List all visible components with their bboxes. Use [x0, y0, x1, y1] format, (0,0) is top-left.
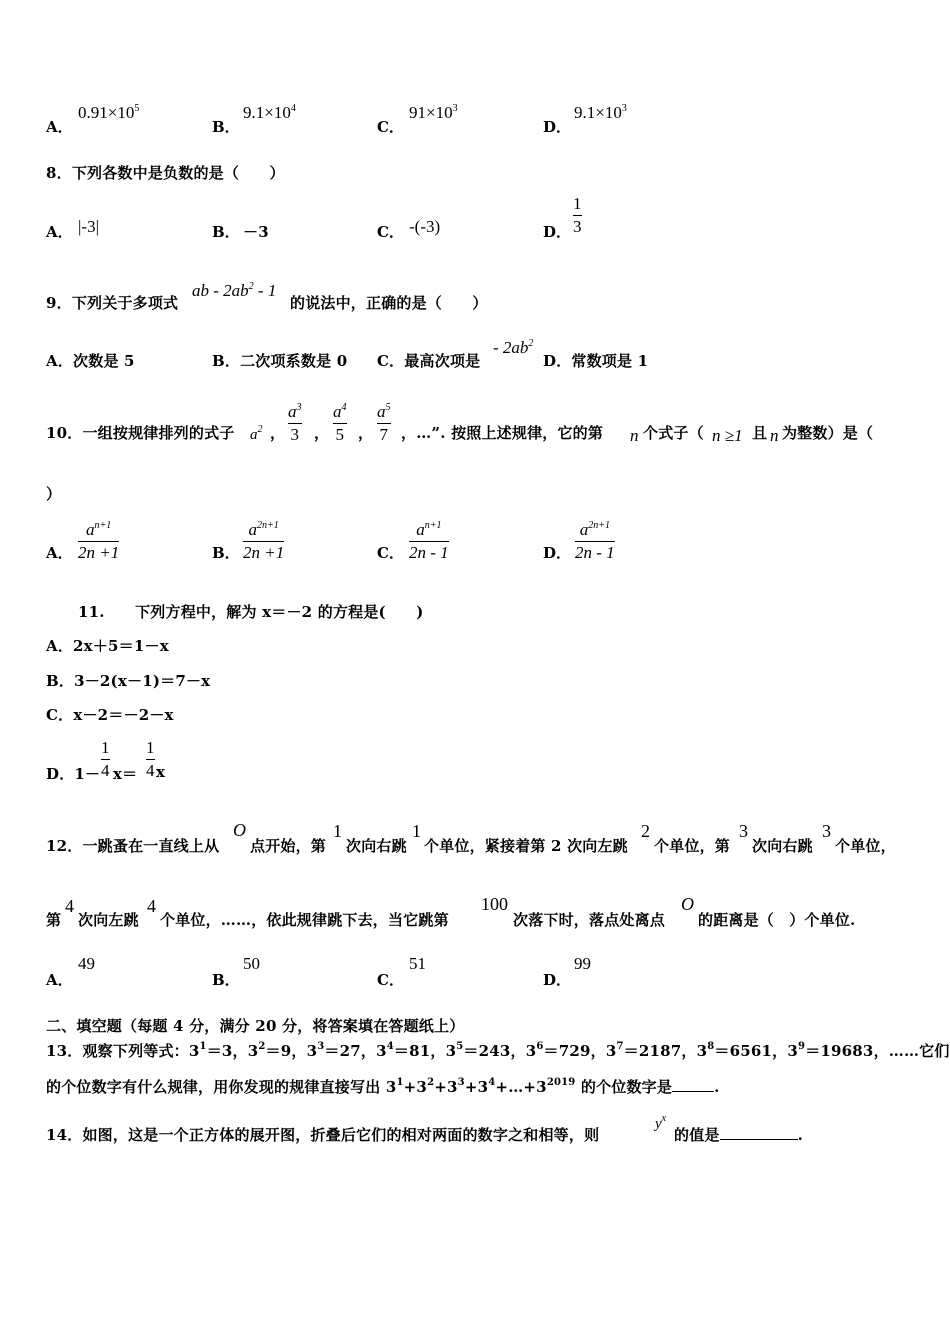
q10-n-2: n: [770, 426, 779, 445]
q10-comma-3: ，: [358, 424, 374, 442]
q12-line1-g: 个单位，: [835, 837, 896, 855]
q9-option-b[interactable]: B．二次项系数是 0: [212, 352, 348, 370]
q12-num-4: 4: [65, 896, 74, 916]
q12-option-d-label[interactable]: D．: [543, 971, 572, 989]
q10-fraction-3: $a^5$ 7: [377, 402, 391, 444]
q8-option-c-label[interactable]: C．: [377, 223, 404, 241]
q10-option-b-label[interactable]: B．: [212, 544, 240, 562]
q13-sum-term: $3^4+\dots+$: [477, 1077, 537, 1096]
q13-line-2: 的个位数字有什么规律，用你发现的规律直接写出 $3^1+3^2+3^3+3^4+\dots+3^{2019}$ 的个位数字是 .: [46, 1077, 720, 1096]
q13-equality: $3^6=729$，: [525, 1041, 606, 1060]
q10-option-b-fraction: $a^{2n+1}$ 2n +1: [243, 520, 285, 562]
q12-line1-c: 次向右跳: [346, 837, 407, 855]
q13-sum-expression: [386, 1078, 576, 1096]
q14-expression: $y^x$: [655, 1113, 667, 1132]
q12-line1-a: 12．一跳蚤在一直线上从: [46, 837, 220, 855]
q7-option-d-label[interactable]: D．: [543, 118, 572, 136]
section-2-title: 二、填空题（每题 4 分，满分 20 分，将答案填在答题纸上）: [46, 1017, 465, 1035]
q10-option-c-label[interactable]: C．: [377, 544, 404, 562]
q11-option-a[interactable]: A．2x＋5＝1－x: [46, 637, 169, 655]
q13-equality: $3^7=2187$，: [605, 1041, 697, 1060]
q10-option-a-label[interactable]: A．: [46, 544, 73, 562]
q11-option-d-mid: x＝: [113, 765, 138, 783]
q13-equality: $3^4=81$，: [376, 1041, 446, 1060]
q12-num-3: 3: [739, 821, 748, 841]
q13-equality: $3^8=6561$，: [696, 1041, 788, 1060]
q11-option-d-fraction-1: 1 4: [101, 738, 110, 780]
q7-option-a-label[interactable]: A．: [46, 118, 73, 136]
q8-option-d-label[interactable]: D．: [543, 223, 572, 241]
q10-comma-1: ，: [270, 424, 286, 442]
q12-num-4b: 4: [147, 896, 156, 916]
q8-option-c-value: -(-3): [409, 217, 441, 236]
q12-point-o-2: O: [681, 894, 694, 914]
q10-fraction-2: $a^4$ 5: [333, 402, 347, 444]
q13-sum-term: $3^2+$: [416, 1077, 448, 1096]
q12-line2-c: 个单位，……，依此规律跳下去，当它跳第: [160, 911, 449, 929]
q13-equality: $3^9=19683$，: [787, 1041, 889, 1060]
q12-line2-e: 的距离是（ ）个单位.: [698, 911, 856, 929]
q10-option-a-fraction: $a^{n+1}$ 2n +1: [78, 520, 120, 562]
q13-sum-term: $3^{2019}$: [536, 1077, 576, 1096]
q8-option-a-value: |-3|: [78, 217, 99, 236]
q9-option-a[interactable]: A．次数是 5: [46, 352, 135, 370]
q12-num-3b: 3: [822, 821, 831, 841]
q10-fraction-1: $a^3$ 3: [288, 402, 302, 444]
q9-option-c-expression: - $2ab^2$: [493, 338, 534, 357]
q9-stem-post: 的说法中，正确的是（ ）: [290, 294, 488, 312]
q12-option-a-label[interactable]: A．: [46, 971, 73, 989]
q12-line2-a: 第: [46, 911, 62, 929]
q11-option-d-fraction-2: 1 4: [146, 738, 155, 780]
q10-condition: n ≥1: [712, 426, 743, 445]
q13-sum-term: $3^3+$: [447, 1077, 478, 1096]
q14-answer-blank[interactable]: [720, 1125, 798, 1140]
q10-option-d-label[interactable]: D．: [543, 544, 572, 562]
q10-n-1: n: [630, 426, 639, 445]
q12-line1-e: 个单位，第: [654, 837, 731, 855]
q9-stem-pre: 9．下列关于多项式: [46, 294, 179, 312]
q10-comma-2: ，: [314, 424, 330, 442]
q12-line2-b: 次向左跳: [78, 911, 139, 929]
q12-line1-f: 次向右跳: [752, 837, 813, 855]
q13-equality: $3^5=243$，: [445, 1041, 526, 1060]
q7-option-d-value: $9.1\times 10^3$: [574, 103, 627, 122]
q12-line2-d: 次落下时，落点处离点: [513, 911, 666, 929]
q11-option-d-pre[interactable]: D．1－: [46, 765, 101, 783]
q7-option-b-label[interactable]: B．: [212, 118, 240, 136]
q10-and: 且: [752, 424, 768, 442]
q12-num-1b: 1: [412, 821, 421, 841]
q7-option-b-value: $9.1\times 10^4$: [243, 103, 296, 122]
q10-stem-tail: 为整数）是（: [782, 424, 874, 442]
q12-num-1: 1: [333, 821, 342, 841]
q11-stem: 11. 下列方程中，解为 x＝－2 的方程是( ): [78, 603, 424, 621]
q8-option-b-value: －3: [243, 223, 269, 241]
q13-equality: $3^3=27$，: [306, 1041, 377, 1060]
q12-option-b-value: 50: [243, 954, 260, 973]
q11-option-c[interactable]: C．x－2＝－2－x: [46, 706, 174, 724]
q10-stem-mid: ，…”. 按照上述规律，它的第: [401, 424, 604, 442]
q8-stem: 8．下列各数中是负数的是（ ）: [46, 164, 285, 182]
q12-option-d-value: 99: [574, 954, 591, 973]
q13-equality: $3^1=3$，: [188, 1041, 248, 1060]
q12-num-100: 100: [481, 894, 508, 914]
q14-stem-pre: 14．如图，这是一个正方体的展开图，折叠后它们的相对两面的数字之和相等，则: [46, 1126, 600, 1144]
q12-point-o-1: O: [233, 820, 246, 840]
q12-option-a-value: 49: [78, 954, 95, 973]
q14-stem-post: 的值是 .: [674, 1126, 804, 1144]
q13-line-1: 13．观察下列等式：$3^1=3$，$3^2=9$，$3^3=27$，$3^4=81$，$3^5=243$，$3^6=729$，$3^7=2187$，$3^8=6561$，$3^9=19683$，……它们: [46, 1041, 950, 1060]
q10-stem-mid-2: 个式子（: [643, 424, 704, 442]
q12-line1-d: 个单位，紧接着第 2 次向左跳: [424, 837, 628, 855]
q9-expression: ab - $2ab^2 - 1$: [192, 281, 277, 300]
q13-equality: $3^2=9$，: [247, 1041, 307, 1060]
q10-option-d-fraction: $a^{2n+1}$ 2n - 1: [575, 520, 615, 562]
q12-num-2: 2: [641, 821, 650, 841]
q10-option-c-fraction: $a^{n+1}$ 2n - 1: [409, 520, 449, 562]
q8-option-d-fraction: 1 3: [573, 194, 582, 236]
q8-option-b-label[interactable]: B．: [212, 223, 240, 241]
q12-option-c-label[interactable]: C．: [377, 971, 404, 989]
q7-option-c-value: $91\times 10^3$: [409, 103, 458, 122]
q12-option-b-label[interactable]: B．: [212, 971, 240, 989]
q10-stem-pre: 10．一组按规律排列的式子: [46, 424, 235, 442]
q8-option-a-label[interactable]: A．: [46, 223, 73, 241]
q12-option-c-value: 51: [409, 954, 426, 973]
q9-option-d[interactable]: D．常数项是 1: [543, 352, 649, 370]
q11-option-b[interactable]: B．3－2(x－1)＝7－x: [46, 672, 211, 690]
q7-option-c-label[interactable]: C．: [377, 118, 404, 136]
q11-option-d-post: x: [156, 763, 166, 781]
q7-option-a-value: $0.91\times 10^5$: [78, 103, 140, 122]
q13-answer-blank[interactable]: [672, 1077, 714, 1092]
q10-first-term: $a^2$: [250, 424, 263, 443]
q12-line1-b: 点开始，第: [250, 837, 327, 855]
q10-stem-close: ）: [46, 485, 62, 503]
q13-sum-term: $3^1+$: [385, 1077, 417, 1096]
q13-equalities: [189, 1042, 889, 1060]
q9-option-c[interactable]: C．最高次项是: [377, 352, 481, 370]
